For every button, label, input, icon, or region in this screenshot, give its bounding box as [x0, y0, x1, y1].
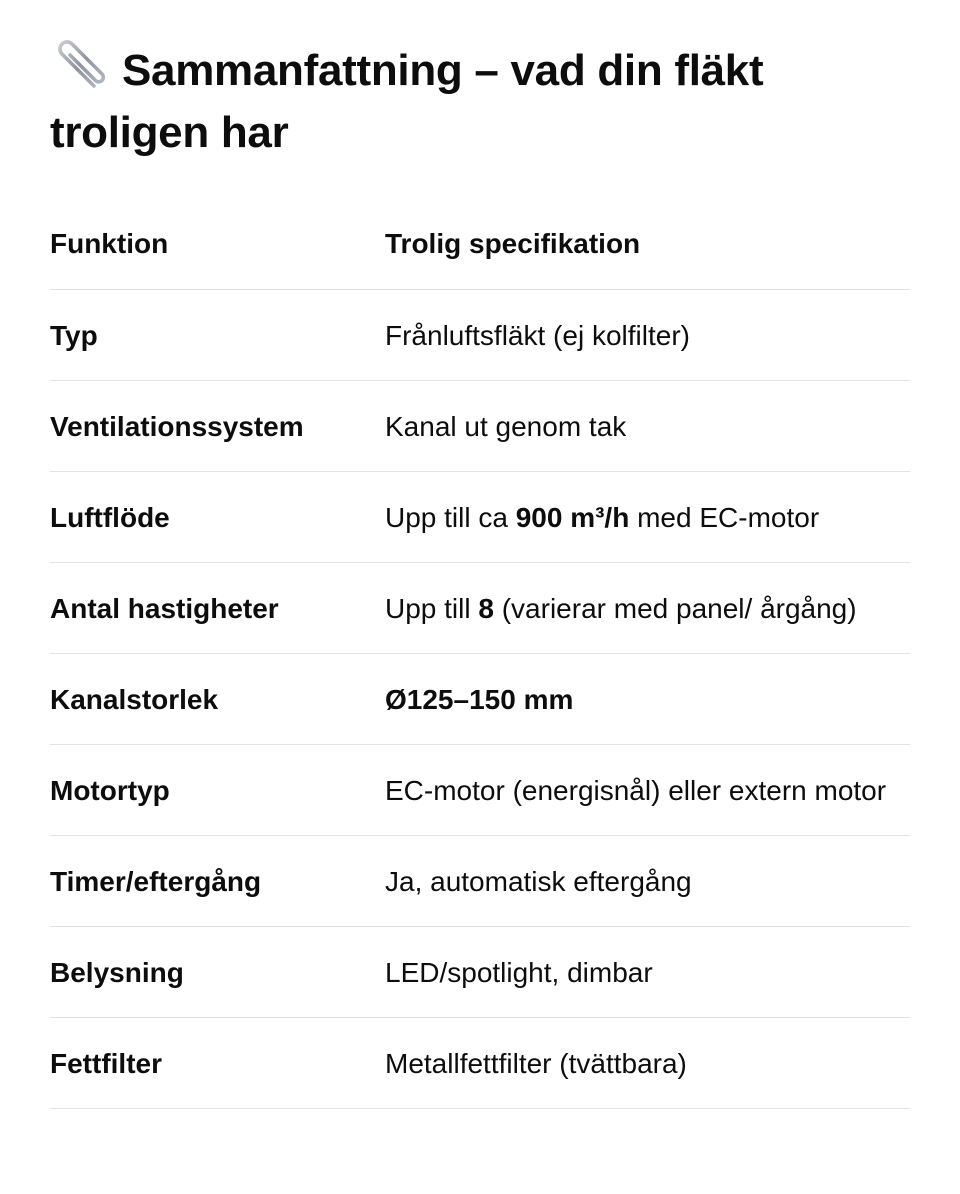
- value-text: LED/spotlight, dimbar: [385, 957, 653, 988]
- value-emphasis: Ø125–150 mm: [385, 684, 574, 715]
- table-row: [50, 290, 910, 381]
- table-row: [50, 563, 910, 654]
- table-row: [50, 654, 910, 745]
- row-value: [385, 381, 910, 471]
- row-value: [385, 927, 910, 1017]
- value-text: med EC-motor: [629, 502, 820, 533]
- column-header-specification: Trolig specifikation: [385, 228, 641, 259]
- table-row: [50, 745, 910, 836]
- value-text: EC-motor (energisnål) eller extern motor: [385, 775, 887, 806]
- row-value: [385, 836, 910, 926]
- row-label: Typ: [50, 320, 98, 351]
- table-row: [50, 472, 910, 563]
- row-value: [385, 1018, 910, 1108]
- row-label: Belysning: [50, 957, 184, 988]
- title-text: Sammanfattning – vad din fläkt troligen har: [50, 46, 764, 157]
- value-text: Kanal ut genom tak: [385, 411, 627, 442]
- row-value: [385, 472, 910, 562]
- table-row: [50, 381, 910, 472]
- row-value: [385, 290, 910, 380]
- value-emphasis: 8: [478, 593, 494, 624]
- row-value: [385, 563, 910, 653]
- row-label: Ventilationssystem: [50, 411, 304, 442]
- value-text: Ja, automatisk eftergång: [385, 866, 692, 897]
- row-value: [385, 745, 910, 835]
- value-emphasis: 900 m³/h: [515, 502, 630, 533]
- row-label: Motortyp: [50, 775, 170, 806]
- value-text: Frånluftsfläkt (ej kolfilter): [385, 320, 690, 351]
- table-header-row: [50, 199, 910, 290]
- row-label: Antal hastigheter: [50, 593, 279, 624]
- value-text: Upp till ca: [385, 502, 516, 533]
- row-label: Kanalstorlek: [50, 684, 219, 715]
- row-label: Timer/eftergång: [50, 866, 262, 897]
- value-text: Upp till: [385, 593, 479, 624]
- spec-table: [50, 199, 910, 1109]
- row-label: Fettfilter: [50, 1048, 162, 1079]
- value-text: Metallfettfilter (tvättbara): [385, 1048, 687, 1079]
- table-row: [50, 927, 910, 1018]
- value-text: (varierar med panel/ årgång): [493, 593, 857, 624]
- page-title: [50, 40, 910, 164]
- table-row: [50, 1018, 910, 1109]
- column-header-function: Funktion: [50, 228, 169, 259]
- row-value: [385, 654, 910, 744]
- table-row: [50, 836, 910, 927]
- row-label: Luftflöde: [50, 502, 170, 533]
- paperclip-icon: [50, 40, 110, 94]
